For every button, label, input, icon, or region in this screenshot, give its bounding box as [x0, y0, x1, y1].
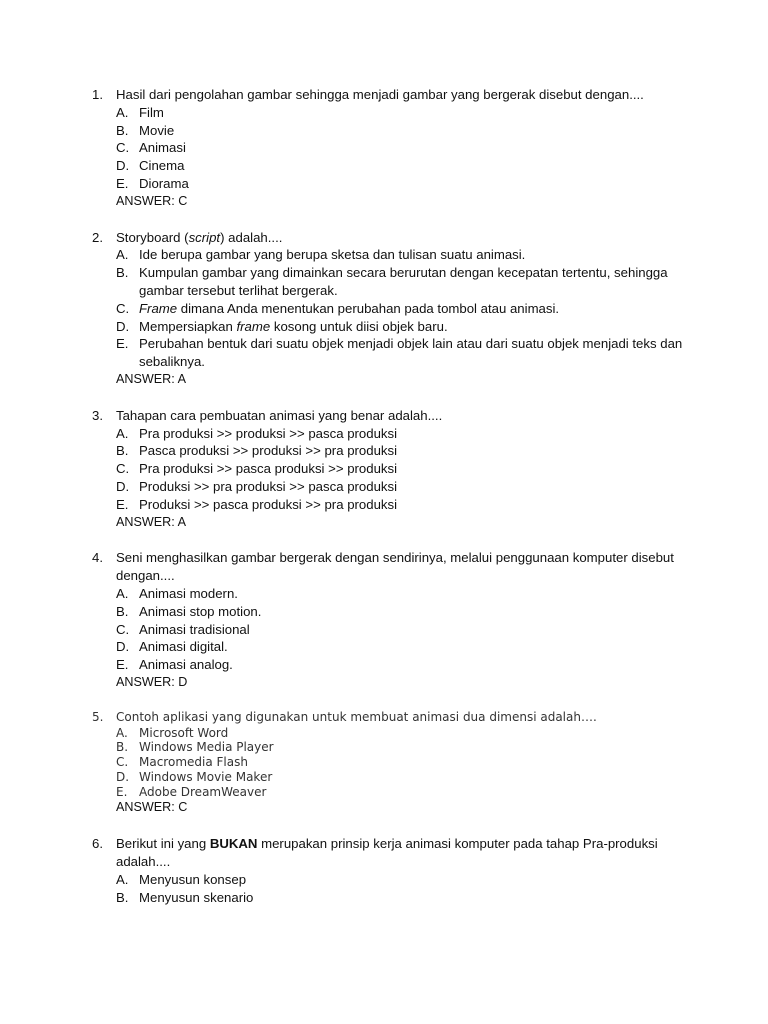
question-text: Contoh aplikasi yang digunakan untuk membuat animasi dua dimensi adalah….: [116, 709, 597, 724]
option-a: A. Film: [116, 104, 164, 120]
emphasis-term: BUKAN: [209, 836, 258, 852]
question-number: 3.: [92, 407, 103, 423]
question-stem: [92, 549, 692, 585]
option-c: C. Frame dimana Anda menentukan perubahan pada tombol atau animasi.: [116, 300, 560, 316]
option-list: [116, 104, 692, 193]
question-text: Tahapan cara pembuatan animasi yang benar adalah....: [116, 407, 443, 423]
option-list: [116, 726, 692, 800]
question-text: Hasil dari pengolahan gambar sehingga menjadi gambar yang bergerak disebut dengan....: [116, 87, 644, 102]
option-c: C. Macromedia Flash: [116, 755, 248, 770]
option-list: [116, 585, 692, 674]
question-3: [92, 407, 692, 532]
option-e: E. Animasi analog.: [116, 657, 233, 673]
question-5: [92, 710, 692, 818]
answer-line: ANSWER: A: [116, 514, 186, 529]
option-d: D. Produksi >> pra produksi >> pasca produksi: [116, 478, 398, 494]
option-a: A. Pra produksi >> produksi >> pasca produksi: [116, 425, 398, 441]
option-d: D. Mempersiapkan frame kosong untuk diisi objek baru.: [116, 318, 448, 334]
option-e: E. Adobe DreamWeaver: [116, 784, 267, 799]
option-b: B. Animasi stop motion.: [116, 603, 262, 619]
question-number: 1.: [92, 87, 103, 102]
option-a: A. Menyusun konsep: [116, 871, 247, 887]
option-list: [116, 425, 692, 514]
question-6: [92, 835, 692, 906]
question-number: 6.: [92, 836, 103, 852]
quiz-document: [92, 86, 692, 924]
question-number: 5.: [92, 709, 104, 724]
option-list: [116, 246, 692, 371]
question-1: [92, 86, 692, 211]
option-c: C. Animasi tradisional: [116, 621, 250, 637]
option-d: D. Cinema: [116, 158, 185, 174]
question-stem: [92, 407, 692, 425]
question-text: Storyboard (script) adalah....: [116, 229, 283, 245]
option-d: D. Animasi digital.: [116, 639, 228, 655]
question-text: Seni menghasilkan gambar bergerak dengan sendirinya, melalui penggunaan komputer disebut dengan....: [116, 550, 674, 584]
answer-line: ANSWER: C: [116, 193, 188, 208]
option-a: A. Animasi modern.: [116, 585, 238, 601]
question-stem: [92, 835, 692, 871]
option-b: B. Windows Media Player: [116, 740, 274, 755]
italic-term: Frame: [139, 300, 178, 316]
option-c: C. Pra produksi >> pasca produksi >> produksi: [116, 461, 398, 477]
italic-term: script: [188, 229, 221, 245]
option-b: B. Pasca produksi >> produksi >> pra produksi: [116, 443, 398, 459]
question-number: 4.: [92, 550, 103, 566]
question-2: [92, 229, 692, 389]
option-d: D. Windows Movie Maker: [116, 769, 273, 784]
option-e: E. Produksi >> pasca produksi >> pra produksi: [116, 496, 398, 512]
option-c: C. Animasi: [116, 140, 186, 156]
question-number: 2.: [92, 229, 103, 245]
question-stem: [92, 86, 692, 104]
question-4: [92, 549, 692, 691]
option-b: B. Movie: [116, 122, 175, 138]
option-a: A. Microsoft Word: [116, 725, 229, 740]
answer-line: ANSWER: C: [116, 800, 188, 815]
option-list: [116, 871, 692, 907]
question-stem: [92, 710, 692, 725]
option-e: E. Perubahan bentuk dari suatu objek menjadi objek lain atau dari suatu objek menjadi teks dan sebaliknya.: [116, 336, 683, 370]
question-text: Berikut ini yang BUKAN merupakan prinsip kerja animasi komputer pada tahap Pra-produksi adalah....: [116, 836, 658, 870]
question-stem: [92, 229, 692, 247]
option-b: B. Menyusun skenario: [116, 889, 254, 905]
option-e: E. Diorama: [116, 175, 189, 191]
answer-line: ANSWER: D: [116, 674, 188, 689]
option-a: A. Ide berupa gambar yang berupa sketsa dan tulisan suatu animasi.: [116, 247, 526, 263]
italic-term: frame: [236, 318, 271, 334]
answer-line: ANSWER: A: [116, 371, 186, 386]
option-b: B. Kumpulan gambar yang dimainkan secara berurutan dengan kecepatan tertentu, sehingga gambar tersebut terlihat bergerak.: [116, 265, 668, 298]
